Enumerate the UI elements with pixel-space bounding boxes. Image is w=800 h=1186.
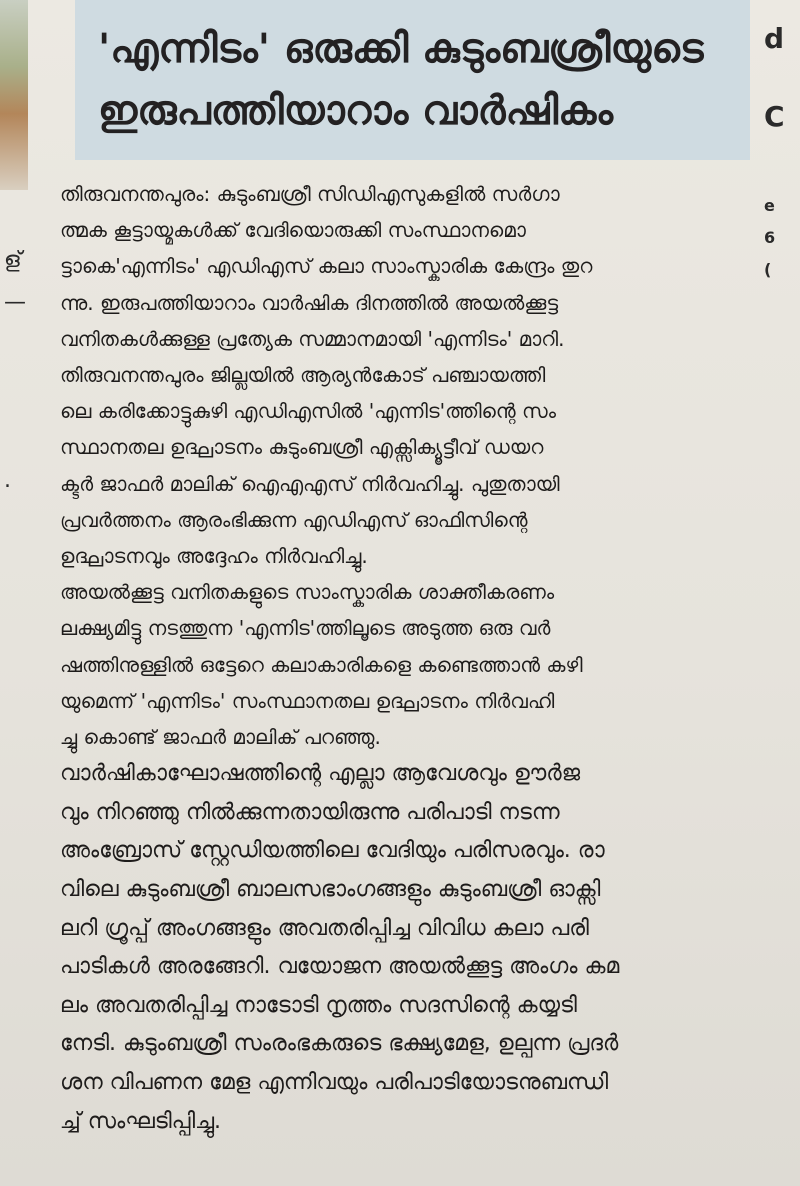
right-edge-glyph: 6 [764,228,776,247]
article-line: ത്മക കൂട്ടായ്മകൾക്ക് വേദിയൊരുക്കി സംസ്ഥാനമൊ [60,218,526,243]
article-line: ലം അവതരിപ്പിച്ച നാടോടി നൃത്തം സദസിന്റെ കയ്യടി [60,992,577,1018]
right-edge-glyph: d [764,22,785,55]
article-line: ഷത്തിനുള്ളിൽ ഒട്ടേറെ കലാകാരികളെ കണ്ടെത്താൻ കഴി [60,652,583,677]
article-line: യുമെന്ന് 'എന്നിടം' സംസ്ഥാനതല ഉദ്ഘാടനം നിർവഹി [60,688,555,713]
article-line: വിലെ കുടുംബശ്രീ ബാലസഭാംഗങ്ങളും കുടുംബശ്രീ ഓക്സി [60,877,601,903]
right-edge-glyph: ( [764,260,772,279]
right-edge-glyph: e [764,196,775,215]
right-edge-glyph: C [764,100,785,133]
article-line: ന്നു. ഇരുപത്തിയാറാം വാർഷിക ദിനത്തിൽ അയൽക്കൂട്ട [60,290,559,315]
left-column-edge [0,0,30,1186]
article-line: വാർഷികാഘോഷത്തിന്റെ എല്ലാ ആവേശവും ഊർജ [60,761,581,787]
article-line: തിരുവനന്തപുരം: കുടുംബശ്രീ സിഡിഎസുകളിൽ സർഗാ [60,182,560,206]
article-line: ലക്ഷ്യമിട്ടു നടത്തുന്ന 'എന്നിട'ത്തിലൂടെ അടുത്ത ഒരു വർ [60,616,551,641]
left-edge-glyph: ള് [4,248,22,273]
article-headline [98,18,738,142]
left-edge-glyph: — [4,290,26,315]
article-line: അംബ്രോസ് സ്റ്റേഡിയത്തിലെ വേദിയും പരിസരവും. രാ [60,838,605,864]
article-line: ശന വിപണന മേള എന്നിവയും പരിപാടിയോടനുബന്ധി [60,1070,609,1095]
article-line: അയൽക്കൂട്ട വനിതകളുടെ സാംസ്കാരിക ശാക്തീകരണം [60,580,555,605]
article-line: സ്ഥാനതല ഉദ്ഘാടനം കുടുംബശ്രീ എക്സിക്യൂട്ടീവ് ഡയറ [60,435,544,460]
article-line: ട്ടാകെ'എന്നിടം' എഡിഎസ് കലാ സാംസ്കാരിക കേന്ദ്രം തുറ [60,254,593,279]
article-line: ച്ചു കൊണ്ട് ജാഫർ മാലിക് പറഞ്ഞു. [60,725,381,750]
article-line: പാടികൾ അരങ്ങേറി. വയോജന അയൽക്കൂട്ട അംഗം കമ [60,954,620,980]
article-line: ച്ച് സംഘടിപ്പിച്ചു. [60,1108,221,1134]
article-line: ലെ കരിക്കോട്ടുകുഴി എഡിഎസിൽ 'എന്നിട'ത്തിന്റെ സം [60,399,557,424]
headline-line-1: 'എന്നിടം' ഒരുക്കി കുടുംബശ്രീയുടെ [98,26,704,72]
article-line: ക്ടർ ജാഫർ മാലിക് ഐഎഎസ് നിർവഹിച്ചു. പുതുതായി [60,471,560,496]
article-line: വനിതകൾക്കുള്ള പ്രത്യേക സമ്മാനമായി 'എന്നിടം' മാറി. [60,326,565,351]
article-line: പ്രവർത്തനം ആരംഭിക്കുന്ന എഡിഎസ് ഓഫിസിന്റെ [60,507,528,532]
left-edge-glyph: . [4,468,11,493]
article-line: ഉദ്ഘാടനവും അദ്ദേഹം നിർവഹിച്ചു. [60,544,368,569]
article-body [60,176,775,1141]
article-line: വും നിറഞ്ഞു നിൽക്കുന്നതായിരുന്നു പരിപാടി നടന്ന [60,799,560,825]
article-line: ലറി ഗ്രൂപ്പ് അംഗങ്ങളും അവതരിപ്പിച്ച വിവിധ കലാ പരി [60,915,589,941]
article-line: നേടി. കുടുംബശ്രീ സംരംഭകരുടെ ഭക്ഷ്യമേള, ഉല്പന്ന പ്രദർ [60,1031,619,1057]
article-line: തിരുവനന്തപുരം ജില്ലയിൽ ആര്യൻകോട് പഞ്ചായത്തി [60,363,546,388]
headline-line-2: ഇരുപത്തിയാറാം വാർഷികം [98,88,614,134]
